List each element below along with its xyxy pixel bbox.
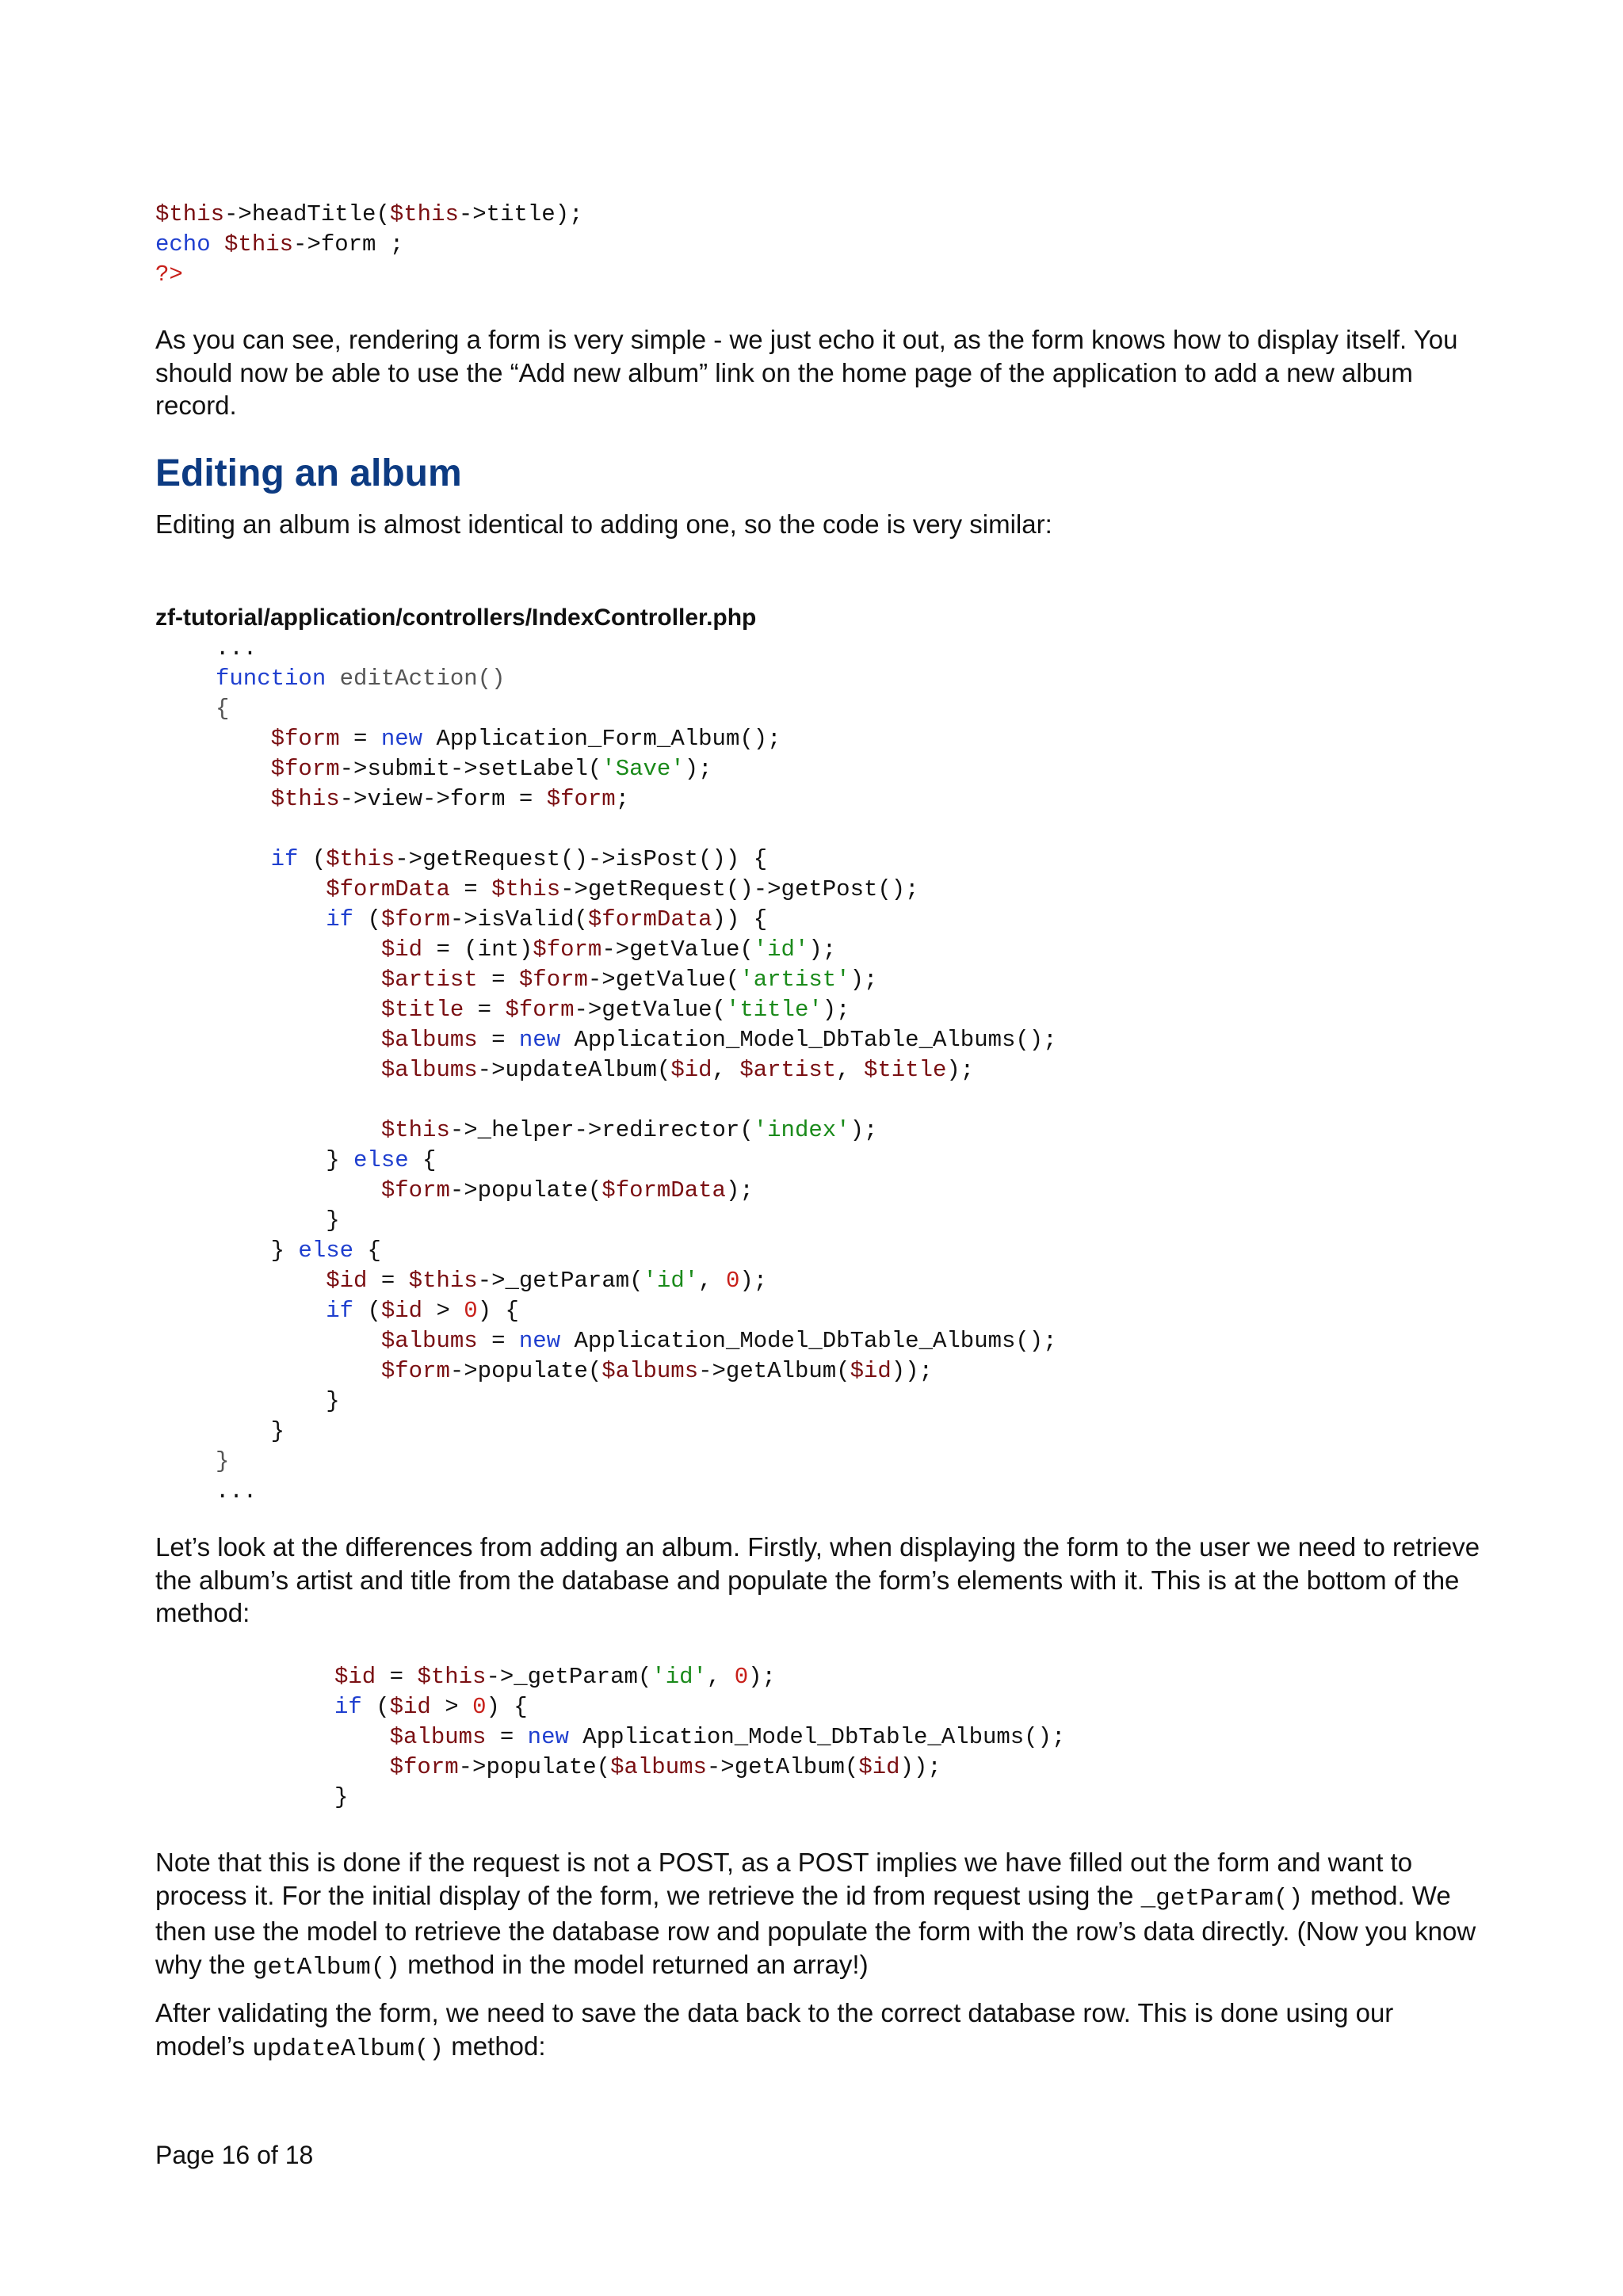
code-line xyxy=(216,1146,1057,1176)
code-token: $form xyxy=(518,967,588,993)
code-token xyxy=(334,1754,390,1780)
code-line xyxy=(216,1477,1057,1507)
code-line xyxy=(216,1296,1057,1326)
code-token: new xyxy=(527,1724,569,1750)
code-token: ); xyxy=(684,756,712,782)
code-token: ) { xyxy=(486,1694,528,1720)
code-token: = (int) xyxy=(422,936,533,963)
code-token: $form xyxy=(389,1754,459,1780)
code-block-view-script xyxy=(155,200,583,290)
code-token: = xyxy=(477,967,519,993)
inline-code-updatealbum: updateAlbum() xyxy=(252,2035,445,2063)
code-token: $this xyxy=(491,876,561,902)
paragraph-text: method in the model returned an array!) xyxy=(399,1949,869,1979)
code-token xyxy=(216,1268,326,1294)
code-token: 'title' xyxy=(725,997,823,1023)
code-token: ->headTitle( xyxy=(224,201,390,227)
paragraph-editing-intro: Editing an album is almost identical to adding one, so the code is very similar: xyxy=(155,509,1052,539)
code-line xyxy=(216,664,1057,694)
code-token: $id xyxy=(389,1694,431,1720)
code-token: ( xyxy=(361,1694,390,1720)
code-token: 'Save' xyxy=(601,756,685,782)
code-line xyxy=(216,845,1057,875)
code-token: ->submit->setLabel( xyxy=(339,756,602,782)
code-line xyxy=(216,995,1057,1025)
code-token: = xyxy=(477,1328,519,1354)
code-token: $this xyxy=(417,1664,487,1690)
code-token: ); xyxy=(946,1057,975,1083)
inline-code-getalbum: getAlbum() xyxy=(252,1953,400,1981)
inline-code-getparam: _getParam() xyxy=(1140,1884,1304,1913)
code-token: $albums xyxy=(601,1358,699,1384)
code-token: ; xyxy=(615,786,630,812)
paragraph-text: After validating the form, we need to save the data back to the correct database row. This is done using our model’s xyxy=(155,1998,1394,2061)
code-token: ->updateAlbum( xyxy=(477,1057,671,1083)
code-token: else xyxy=(298,1238,354,1264)
code-token: )) { xyxy=(712,906,768,933)
code-token: ); xyxy=(808,936,837,963)
code-token: $id xyxy=(380,936,423,963)
code-token: Application_Model_DbTable_Albums(); xyxy=(568,1724,1066,1750)
code-token: 'index' xyxy=(753,1117,850,1143)
code-token: } xyxy=(216,1448,230,1474)
code-token: $this xyxy=(389,201,459,227)
code-token: = xyxy=(367,1268,409,1294)
code-token: ); xyxy=(822,997,850,1023)
code-token xyxy=(216,936,381,963)
code-token: { xyxy=(216,696,230,722)
code-token: } xyxy=(216,1418,285,1444)
code-token: $artist xyxy=(739,1057,837,1083)
code-token: ); xyxy=(748,1664,776,1690)
code-token: new xyxy=(380,726,423,752)
code-token xyxy=(216,726,271,752)
code-token: $this xyxy=(408,1268,478,1294)
code-line xyxy=(334,1692,1065,1722)
code-line xyxy=(216,1356,1057,1386)
code-token: $albums xyxy=(380,1328,478,1354)
code-line xyxy=(216,875,1057,905)
code-token: ?> xyxy=(155,261,183,288)
code-line xyxy=(216,1236,1057,1266)
code-token: 'id' xyxy=(753,936,809,963)
code-line xyxy=(216,1176,1057,1206)
code-token: $id xyxy=(326,1268,368,1294)
code-line xyxy=(155,200,583,230)
code-line xyxy=(155,260,583,290)
code-token: ->getRequest()->isPost()) { xyxy=(395,846,768,872)
code-token: ); xyxy=(850,1117,878,1143)
code-token: ->getValue( xyxy=(574,997,726,1023)
code-token: )); xyxy=(899,1754,941,1780)
code-token xyxy=(216,1117,381,1143)
section-heading: Editing an album xyxy=(155,452,462,494)
code-token: = xyxy=(486,1724,528,1750)
code-line xyxy=(334,1662,1065,1692)
code-token xyxy=(216,1027,381,1053)
code-token: = xyxy=(376,1664,418,1690)
code-line xyxy=(216,1386,1057,1417)
code-token: Application_Form_Album(); xyxy=(422,726,781,752)
code-token: $formData xyxy=(587,906,712,933)
paragraph-not-post xyxy=(155,1846,1487,1984)
code-token: Application_Model_DbTable_Albums(); xyxy=(560,1027,1057,1053)
code-token: 0 xyxy=(464,1298,478,1324)
code-token: = xyxy=(464,997,506,1023)
paragraph-rendering-form: As you can see, rendering a form is very simple - we just echo it out, as the form knows how to display itself. You should now be able to use the “Add new album” link on the home page of the application to add a new album record. xyxy=(155,325,1458,420)
code-token: ->getValue( xyxy=(601,936,754,963)
code-token: 'id' xyxy=(651,1664,707,1690)
code-line xyxy=(216,905,1057,935)
code-line xyxy=(216,1447,1057,1477)
code-token: $form xyxy=(380,1177,450,1203)
code-token: } xyxy=(216,1238,299,1264)
code-token: $albums xyxy=(380,1057,478,1083)
code-token: function xyxy=(216,666,327,692)
code-token: ->getValue( xyxy=(587,967,740,993)
code-token: > xyxy=(430,1694,473,1720)
paragraph-text: method. We then use the model to retrieve the database row and populate the form with the row’s data directly. (Now you know why the xyxy=(155,1880,1476,1979)
code-token: Application_Model_DbTable_Albums(); xyxy=(560,1328,1057,1354)
code-token: $form xyxy=(380,906,450,933)
code-token: 'artist' xyxy=(739,967,850,993)
code-token: ->populate( xyxy=(458,1754,611,1780)
code-token: = xyxy=(449,876,492,902)
code-token: ( xyxy=(353,1298,381,1324)
code-token: ( xyxy=(298,846,327,872)
code-token: $id xyxy=(858,1754,900,1780)
code-token: ->isValid( xyxy=(449,906,588,933)
code-token: new xyxy=(518,1027,561,1053)
code-line xyxy=(216,1206,1057,1236)
code-token: $albums xyxy=(610,1754,707,1780)
code-token: $albums xyxy=(380,1027,478,1053)
code-token xyxy=(216,1057,381,1083)
code-token: )); xyxy=(891,1358,933,1384)
code-token: ->populate( xyxy=(449,1358,602,1384)
code-token: 'id' xyxy=(643,1268,699,1294)
code-token xyxy=(216,967,381,993)
code-token: if xyxy=(326,1298,354,1324)
code-token: $artist xyxy=(380,967,478,993)
code-token: $id xyxy=(670,1057,712,1083)
code-token: ->_helper->redirector( xyxy=(449,1117,754,1143)
code-token: if xyxy=(326,906,354,933)
code-token: ); xyxy=(725,1177,754,1203)
code-token: editAction() xyxy=(326,666,506,692)
code-token: ) { xyxy=(477,1298,519,1324)
code-token: $form xyxy=(546,786,616,812)
code-token: $form xyxy=(533,936,602,963)
code-token: $title xyxy=(380,997,464,1023)
code-line xyxy=(155,230,583,260)
code-token xyxy=(216,997,381,1023)
code-token: $title xyxy=(863,1057,947,1083)
code-token: 0 xyxy=(734,1664,749,1690)
code-token xyxy=(216,786,271,812)
code-line xyxy=(334,1722,1065,1753)
paragraph-after-validating xyxy=(155,1997,1487,2065)
code-token xyxy=(216,846,271,872)
code-block-edit-action xyxy=(216,634,1057,1507)
code-token: $id xyxy=(850,1358,892,1384)
code-token: ->title); xyxy=(458,201,583,227)
code-token: ->getRequest()->getPost(); xyxy=(560,876,919,902)
code-token: $albums xyxy=(389,1724,487,1750)
code-token: { xyxy=(408,1147,437,1173)
code-token xyxy=(216,876,326,902)
code-line xyxy=(216,1116,1057,1146)
code-token: $this xyxy=(270,786,340,812)
code-token xyxy=(334,1724,390,1750)
code-token: } xyxy=(334,1784,349,1810)
code-line xyxy=(216,814,1057,845)
code-token: > xyxy=(422,1298,464,1324)
code-token: if xyxy=(334,1694,362,1720)
paragraph-differences: Let’s look at the differences from adding an album. Firstly, when displaying the form to the user we need to retrieve the album’s artist and title from the database and populate the form’s elements with it. This is at the bottom of the method: xyxy=(155,1532,1480,1627)
code-token: ... xyxy=(216,1478,258,1505)
code-token xyxy=(216,1298,326,1324)
code-token xyxy=(216,906,326,933)
code-token: , xyxy=(836,1057,864,1083)
code-token: if xyxy=(270,846,299,872)
code-token: ->form ; xyxy=(293,231,404,257)
code-line xyxy=(216,1085,1057,1116)
code-token: 0 xyxy=(725,1268,740,1294)
code-token xyxy=(216,1358,381,1384)
code-token: $this xyxy=(155,201,225,227)
code-token: $form xyxy=(505,997,575,1023)
code-token: , xyxy=(698,1268,726,1294)
code-token xyxy=(216,756,271,782)
code-token: $form xyxy=(270,726,340,752)
code-line xyxy=(216,1326,1057,1356)
file-path-label: zf-tutorial/application/controllers/IndexController.php xyxy=(155,605,757,631)
code-line xyxy=(334,1783,1065,1813)
code-token: ->populate( xyxy=(449,1177,602,1203)
code-token: ); xyxy=(739,1268,768,1294)
code-token: ... xyxy=(216,635,258,662)
code-token: } xyxy=(216,1207,340,1234)
page-number-footer: Page 16 of 18 xyxy=(155,2141,314,2169)
code-line xyxy=(216,1266,1057,1296)
code-token: new xyxy=(518,1328,561,1354)
code-token: $this xyxy=(380,1117,450,1143)
code-token: $form xyxy=(380,1358,450,1384)
code-line xyxy=(216,694,1057,724)
code-token: ->getAlbum( xyxy=(706,1754,859,1780)
code-token: ->getAlbum( xyxy=(698,1358,850,1384)
code-line xyxy=(216,1055,1057,1085)
code-token: ( xyxy=(353,906,381,933)
paragraph-text: Note that this is done if the request is not a POST, as a POST implies we have filled out the form and want to process it. For the initial display of the form, we retrieve the id from request using the xyxy=(155,1848,1413,1910)
code-token: , xyxy=(706,1664,735,1690)
code-token: ->_getParam( xyxy=(477,1268,643,1294)
code-line xyxy=(216,724,1057,754)
code-line xyxy=(216,965,1057,995)
code-token: , xyxy=(712,1057,740,1083)
code-token xyxy=(211,231,224,257)
code-block-populate-snippet xyxy=(334,1662,1065,1813)
code-token: ->view->form = xyxy=(339,786,547,812)
code-line xyxy=(216,1417,1057,1447)
code-token: echo xyxy=(155,231,211,257)
code-line xyxy=(216,784,1057,814)
paragraph-text: method: xyxy=(444,2031,546,2061)
code-token: $form xyxy=(270,756,340,782)
code-token: { xyxy=(353,1238,381,1264)
code-line xyxy=(334,1753,1065,1783)
code-token: ); xyxy=(850,967,878,993)
code-token: else xyxy=(353,1147,409,1173)
code-token xyxy=(216,1328,381,1354)
code-token: } xyxy=(216,1388,340,1414)
code-line xyxy=(216,754,1057,784)
code-token xyxy=(216,1177,381,1203)
code-token: ->_getParam( xyxy=(486,1664,652,1690)
code-token: 0 xyxy=(472,1694,487,1720)
code-token: = xyxy=(339,726,381,752)
code-line xyxy=(216,935,1057,965)
code-token: $formData xyxy=(326,876,450,902)
code-line xyxy=(216,634,1057,664)
code-line xyxy=(216,1025,1057,1055)
code-token: $id xyxy=(380,1298,423,1324)
code-token: } xyxy=(216,1147,354,1173)
code-token: $formData xyxy=(601,1177,726,1203)
code-token: $this xyxy=(224,231,294,257)
code-token: $id xyxy=(334,1664,376,1690)
code-token: $this xyxy=(326,846,395,872)
code-token: = xyxy=(477,1027,519,1053)
